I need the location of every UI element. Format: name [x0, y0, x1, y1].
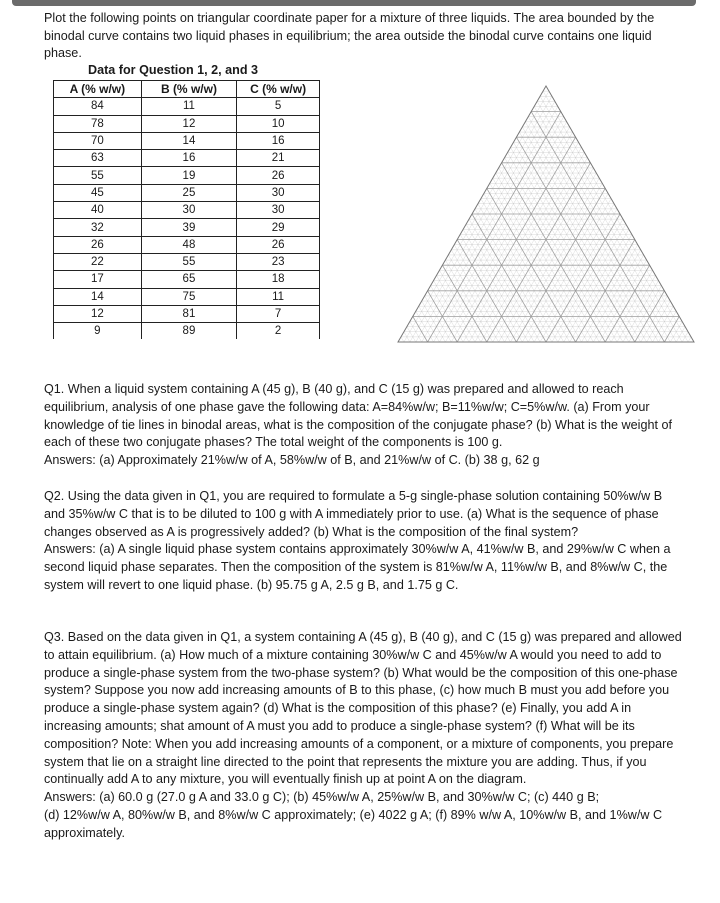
minor-grid-line	[641, 296, 668, 342]
table-row	[54, 305, 320, 322]
minor-grid-line	[582, 245, 638, 342]
table-caption: Data for Question 1, 2, and 3	[88, 63, 259, 77]
cell-a: 84	[54, 98, 142, 115]
cell-b: 81	[141, 305, 237, 322]
cell-a: 45	[54, 184, 142, 201]
minor-grid-line	[629, 286, 662, 342]
cell-b: 12	[141, 115, 237, 132]
minor-grid-lines	[401, 91, 691, 342]
question-1-answer: Answers: (a) Approximately 21%w/w of A, 58%w/w of B, and 21%w/w of C. (b) 38 g, 62 g	[44, 453, 540, 468]
minor-grid-line	[513, 142, 628, 342]
minor-grid-line	[543, 91, 688, 342]
cell-b: 19	[141, 167, 237, 184]
cell-c: 5	[237, 98, 320, 115]
cell-c: 16	[237, 132, 320, 149]
minor-grid-line	[419, 306, 440, 342]
question-2-block	[44, 488, 684, 595]
minor-grid-line	[454, 245, 510, 342]
cell-a: 55	[54, 167, 142, 184]
cell-c: 26	[237, 236, 320, 253]
cell-c: 7	[237, 305, 320, 322]
table-row	[54, 219, 320, 236]
major-grid-line	[531, 112, 664, 342]
minor-grid-line	[522, 194, 608, 342]
cell-b: 75	[141, 288, 237, 305]
instructions-paragraph: Plot the following points on triangular coordinate paper for a mixture of three liquids. The area bounded by the binodal curve contains two liquid phases in equilibrium; the area outside the binodal curve contains one liquid phase.	[44, 11, 655, 60]
cell-c: 11	[237, 288, 320, 305]
cell-c: 30	[237, 202, 320, 219]
major-grid-line	[605, 265, 649, 342]
table-row	[54, 150, 320, 167]
cell-a: 9	[54, 323, 142, 340]
minor-grid-line	[688, 337, 691, 342]
table-row	[54, 236, 320, 253]
cell-a: 14	[54, 288, 142, 305]
cell-a: 12	[54, 305, 142, 322]
question-2-answer: Answers: (a) A single liquid phase system contains approximately 30%w/w A, 41%w/w B, and 29%w/w C when a second liquid phase separates. Then the composition of the system is 81%w/w A, 11%w/w B, and 8%w/w C, the system will revert to one liquid phase. (b) 95.75 g A, 2.5 g B, and 1.75 g C.	[44, 542, 671, 592]
cell-c: 10	[237, 115, 320, 132]
cell-c: 21	[237, 150, 320, 167]
table-header-row	[54, 81, 320, 98]
column-header-a: A (% w/w)	[54, 81, 142, 98]
minor-grid-line	[460, 234, 522, 342]
table-row	[54, 323, 320, 340]
cell-a: 40	[54, 202, 142, 219]
cell-a: 70	[54, 132, 142, 149]
major-grid-line	[664, 316, 679, 342]
data-table	[53, 80, 320, 339]
minor-grid-line	[570, 234, 632, 342]
column-header-c: C (% w/w)	[237, 81, 320, 98]
minor-grid-line	[463, 142, 578, 342]
minor-grid-line	[425, 296, 452, 342]
question-3-answer-line-1: Answers: (a) 60.0 g (27.0 g A and 33.0 g C); (b) 45%w/w A, 25%w/w B, and 30%w/w C; (c) 440 g B;	[44, 790, 600, 805]
cell-c: 18	[237, 271, 320, 288]
cell-c: 30	[237, 184, 320, 201]
cell-b: 14	[141, 132, 237, 149]
table-row	[54, 253, 320, 270]
column-header-b: B (% w/w)	[141, 81, 237, 98]
major-grid-line	[428, 112, 561, 342]
table-row	[54, 184, 320, 201]
minor-grid-line	[436, 275, 474, 342]
minor-grid-line	[617, 275, 655, 342]
minor-grid-line	[534, 204, 614, 342]
cell-b: 30	[141, 202, 237, 219]
triangular-coordinate-paper	[396, 84, 696, 346]
cell-b: 48	[141, 236, 237, 253]
major-grid-lines	[413, 112, 679, 342]
table-row	[54, 167, 320, 184]
minor-grid-line	[484, 194, 570, 342]
major-grid-line	[487, 163, 591, 342]
window-top-edge	[12, 0, 696, 6]
cell-b: 89	[141, 323, 237, 340]
table-row	[54, 98, 320, 115]
minor-grid-line	[451, 132, 572, 342]
cell-a: 22	[54, 253, 142, 270]
question-3-answer-line-2: (d) 12%w/w A, 80%w/w B, and 8%w/w C approximately; (e) 4022 g A; (f) 89% w/w A, 10%w/w B, and 1%w/w C approximately.	[44, 807, 663, 840]
cell-b: 39	[141, 219, 237, 236]
cell-a: 26	[54, 236, 142, 253]
question-2-text: Q2. Using the data given in Q1, you are required to formulate a 5-g single-phase solution containing 50%w/w B and 35%w/w C that is to be diluted to 100 g with A immediately prior to use. (a) What is the sequence of phase changes observed as A is progressively added? (b) What is the composition of the final system?	[44, 489, 663, 539]
cell-b: 25	[141, 184, 237, 201]
table-row	[54, 202, 320, 219]
cell-b: 16	[141, 150, 237, 167]
minor-grid-line	[653, 306, 674, 342]
cell-a: 32	[54, 219, 142, 236]
cell-c: 29	[237, 219, 320, 236]
minor-grid-line	[404, 91, 549, 342]
major-grid-line	[502, 163, 606, 342]
table-row	[54, 288, 320, 305]
cell-a: 17	[54, 271, 142, 288]
question-1-block	[44, 381, 684, 470]
major-grid-line	[413, 316, 428, 342]
major-grid-line	[442, 265, 486, 342]
major-grid-line	[472, 214, 546, 342]
question-3-block	[44, 629, 684, 843]
cell-a: 78	[54, 115, 142, 132]
major-grid-line	[546, 214, 620, 342]
cell-c: 23	[237, 253, 320, 270]
question-3-text: Q3. Based on the data given in Q1, a system containing A (45 g), B (40 g), and C (15 g) was prepared and allowed to attain equilibrium. (a) How much of a mixture containing 30%w/w C and 45%w/w A would you need to add to produce a single-phase system from the two-phase system? (b) What would be the composition of this one-phase system? Suppose you now add increasing amounts of B to this phase, (c) how much B must you add before you produce a single-phase system again? (d) What is the composition of this phase? (e) Finally, you add A in increasing amounts; shat amount of A must you add to produce a single-phase system? (f) What will be its composition? Note: When you add increasing amounts of a component, or a mixture of components, you prepare system that lie on a straight line directed to the point that represents the mixture you are adding. Thus, if you continually add A to any mixture, you will eventually finish up at point A on the diagram.	[44, 630, 682, 787]
table-row	[54, 271, 320, 288]
minor-grid-line	[519, 132, 640, 342]
minor-grid-line	[478, 204, 558, 342]
cell-b: 55	[141, 253, 237, 270]
minor-grid-line	[401, 337, 404, 342]
cell-c: 2	[237, 323, 320, 340]
cell-c: 26	[237, 167, 320, 184]
cell-b: 65	[141, 271, 237, 288]
table-row	[54, 115, 320, 132]
cell-a: 63	[54, 150, 142, 167]
cell-b: 11	[141, 98, 237, 115]
minor-grid-line	[431, 286, 464, 342]
question-1-text: Q1. When a liquid system containing A (45 g), B (40 g), and C (15 g) was prepared and allowed to reach equilibrium, analysis of one phase gave the following data: A=84%w/w; B=11%w/w; C=5%w/w. (a) From your knowledge of tie lines in binodal areas, what is the composition of the conjugate phase? (b) What is the weight of each of these two conjugate phases? The total weight of the components is 100 g.	[44, 382, 672, 450]
table-row	[54, 132, 320, 149]
